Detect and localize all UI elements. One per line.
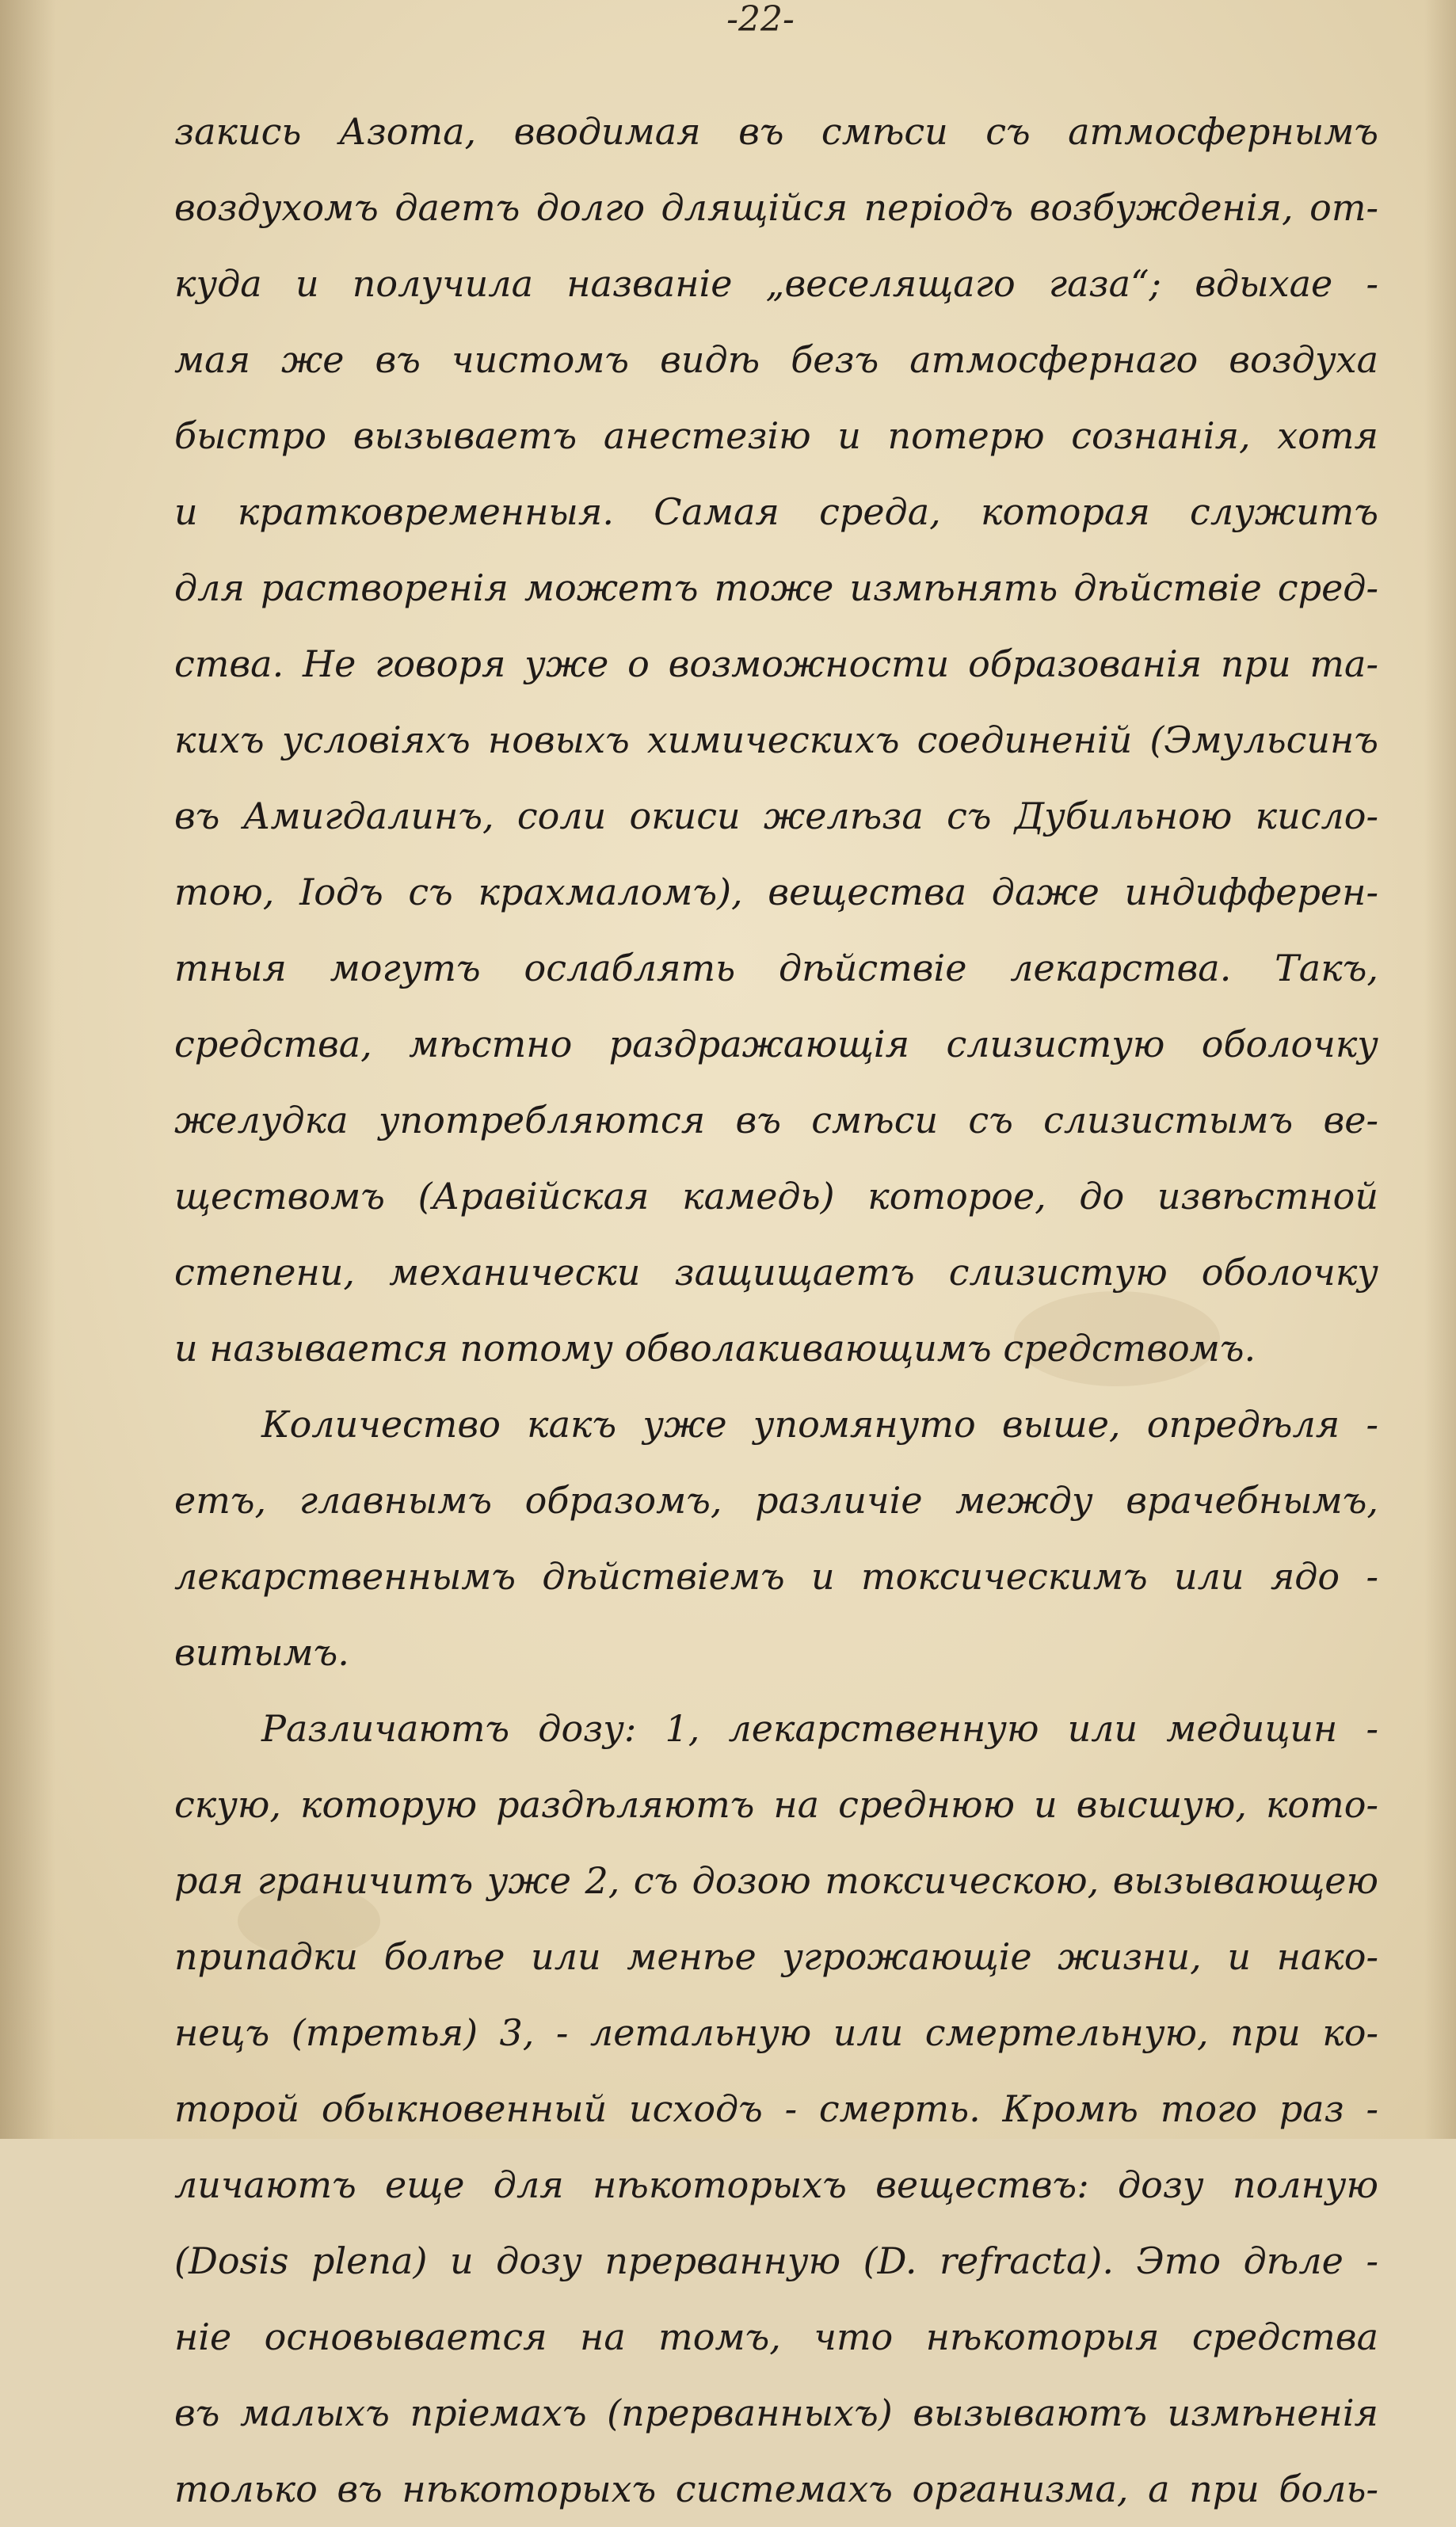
text-line: (Dosis plena) и дозу прерванную (D. refracta). Это дѣле - [174,2239,1378,2282]
handwritten-text-block [174,93,1378,2527]
text-line: нецъ (третья) 3, - летальную или смертельную, при ко- [174,2011,1378,2054]
text-line: ніе основывается на томъ, что нѣкоторыя средства [174,2315,1378,2358]
text-line: витымъ. [174,1631,349,1674]
text-line: въ Амигдалинъ, соли окиси желѣза съ Дубильною кисло- [174,795,1378,837]
text-line: припадки болѣе или менѣе угрожающіе жизни, и нако- [174,1935,1378,1978]
text-line: тныя могутъ ослаблять дѣйствіе лекарства. Такъ, [174,947,1378,989]
text-line: воздухомъ даетъ долго длящійся періодъ возбужденія, от- [174,186,1378,229]
text-line: торой обыкновенный исходъ - смерть. Кромѣ того раз - [174,2087,1378,2130]
text-line: етъ, главнымъ образомъ, различіе между врачебнымъ, [174,1479,1378,1522]
text-line: желудка употребляются въ смѣси съ слизистымъ ве- [174,1099,1378,1142]
text-line: средства, мѣстно раздражающія слизистую оболочку [174,1023,1378,1065]
text-line: мая же въ чистомъ видѣ безъ атмосфернаго воздуха [174,338,1378,381]
text-line: быстро вызываетъ анестезію и потерю сознанія, хотя [174,414,1378,457]
text-line: и кратковременныя. Самая среда, которая служитъ [174,490,1378,533]
text-line: въ малыхъ пріемахъ (прерванныхъ) вызываютъ измѣненія [174,2392,1378,2434]
page-number: -22- [726,0,795,40]
text-line: степени, механически защищаетъ слизистую оболочку [174,1251,1378,1294]
text-line: рая граничитъ уже 2, съ дозою токсическою, вызывающею [174,1859,1378,1902]
text-line: Количество какъ уже упомянуто выше, опредѣля - [261,1403,1378,1446]
text-line: закись Азота, вводимая въ смѣси съ атмосфернымъ [174,110,1378,153]
text-line: Различаютъ дозу: 1, лекарственную или медицин - [261,1707,1378,1750]
text-line: скую, которую раздѣляютъ на среднюю и высшую, кото- [174,1783,1378,1826]
text-line: куда и получила названіе „веселящаго газа“; вдыхае - [174,262,1378,305]
binding-shadow [0,0,55,2139]
text-line: для растворенія можетъ тоже измѣнять дѣйствіе сред- [174,566,1378,609]
text-line: личаютъ еще для нѣкоторыхъ веществъ: дозу полную [174,2163,1378,2206]
text-line: кихъ условіяхъ новыхъ химическихъ соединеній (Эмульсинъ [174,718,1378,761]
text-line: лекарственнымъ дѣйствіемъ и токсическимъ или ядо - [174,1555,1378,1598]
text-line: ществомъ (Аравійская камедь) которое, до извѣстной [174,1175,1378,1218]
text-line: тою, Іодъ съ крахмаломъ), вещества даже индифферен- [174,871,1378,913]
text-line: только въ нѣкоторыхъ системахъ организма, а при боль- [174,2468,1378,2510]
text-line: ства. Не говоря уже о возможности образованія при та- [174,642,1378,685]
text-line: и называется потому обволакивающимъ средствомъ. [174,1327,1256,1370]
page-edge-shadow [1424,0,1456,2139]
